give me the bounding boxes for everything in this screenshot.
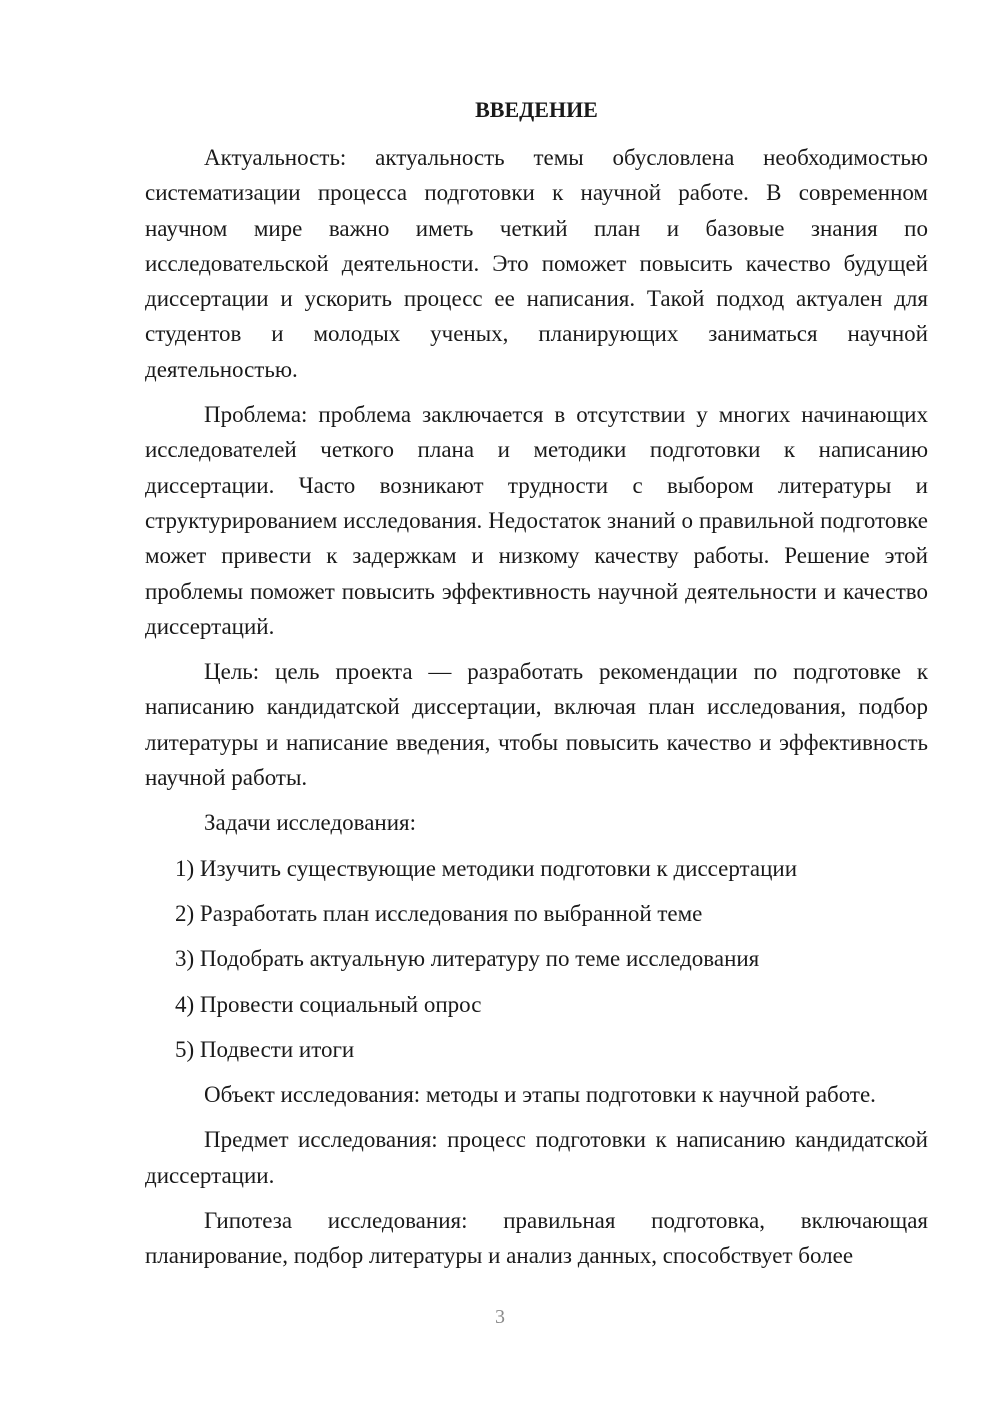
task-item: 2) Разработать план исследования по выбранной теме (175, 900, 703, 926)
hypothesis-paragraph: Гипотеза исследования: правильная подготовка, включающая планирование, подбор литературы и анализ данных, способствует более (145, 1208, 928, 1269)
relevance-paragraph: Актуальность: актуальность темы обусловлена необходимостью систематизации процесса подготовки к научной работе. В современном научном мире важно иметь четкий план и базовые знания по исследовательской деятельности. Это поможет повысить качество будущей диссертации и ускорить процесс ее написания. Такой подход актуален для студентов и молодых ученых, планирующих заниматься научной деятельностью. (145, 145, 928, 382)
task-item: 5) Подвести итоги (175, 1036, 355, 1062)
subject-paragraph: Предмет исследования: процесс подготовки к написанию кандидатской диссертации. (145, 1127, 928, 1188)
tasks-label: Задачи исследования: (204, 810, 417, 836)
task-item: 3) Подобрать актуальную литературу по теме исследования (175, 946, 760, 972)
task-item: 1) Изучить существующие методики подготовки к диссертации (175, 855, 798, 881)
goal-paragraph: Цель: цель проекта — разработать рекомендации по подготовке к написанию кандидатской диссертации, включая план исследования, подбор литературы и написание введения, чтобы повысить качество и эффективность научной работы. (145, 659, 928, 791)
task-item: 4) Провести социальный опрос (175, 991, 482, 1017)
page-content (145, 92, 928, 1284)
object-paragraph: Объект исследования: методы и этапы подготовки к научной работе. (204, 1082, 876, 1108)
tasks-list (145, 851, 928, 1067)
page-number: 3 (495, 1306, 505, 1328)
problem-paragraph: Проблема: проблема заключается в отсутствии у многих начинающих исследователей четкого плана и методики подготовки к написанию диссертации. Часто возникают трудности с выбором литературы и структурированием исследования. Недостаток знаний о правильной подготовке может привести к задержкам и низкому качеству работы. Решение этой проблемы поможет повысить эффективность научной деятельности и качество диссертаций. (145, 402, 928, 639)
section-heading: ВВЕДЕНИЕ (475, 97, 598, 122)
